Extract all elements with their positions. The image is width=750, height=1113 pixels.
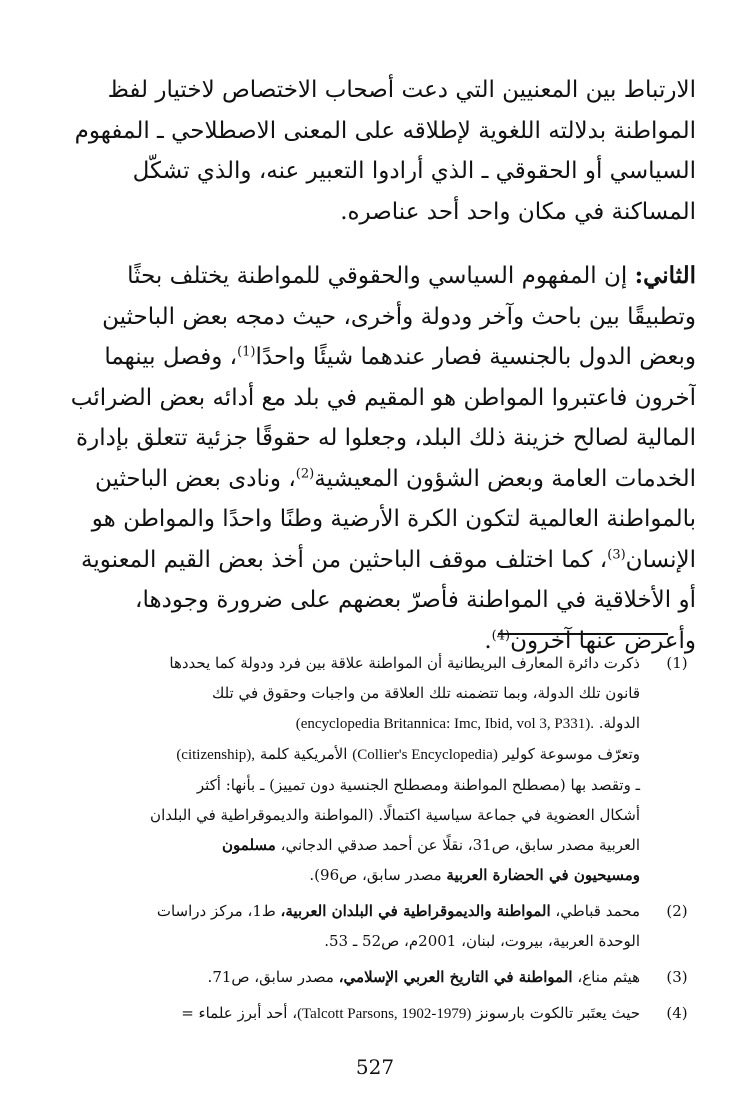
footnote-line [60, 896, 640, 926]
paragraph-continuation [60, 70, 696, 232]
footnote-body [60, 962, 640, 992]
footnote-ref: (2) [295, 465, 315, 481]
text-line [60, 459, 696, 500]
bold-title: المواطنة والديموقراطية في البلدان العربية، [280, 902, 551, 920]
text-run: مصدر سابق، ص71. [207, 968, 334, 986]
text-run: ط1، مركز دراسات [156, 902, 276, 920]
footnote-line: الوحدة العربية، بيروت، لبنان، 2001م، ص52 ـ 53. [324, 932, 640, 950]
footnote-body [60, 648, 640, 890]
bold-title: المواطنة في التاريخ العربي الإسلامي، [338, 968, 573, 986]
text-line: بالمواطنة العالمية لتكون الكرة الأرضية وطنًا واحدًا والمواطن هو [91, 506, 696, 532]
text-line: السياسي أو الحقوقي ـ الذي أرادوا التعبير عنه، والذي تشكّل [132, 158, 696, 184]
footnote-2 [60, 896, 696, 956]
footnote-number: (2) [666, 902, 688, 920]
citation-latin: (Collier's Encyclopedia) [352, 747, 498, 763]
bold-title: مسلمون [222, 836, 276, 854]
text-run: ، ونادى بعض الباحثين [95, 465, 296, 492]
footnote-line: قانون تلك الدولة، وبما تتضمنه تلك العلاقة من واجبات وحقوق في تلك [211, 684, 640, 702]
bold-title: ومسيحيون في الحضارة العربية [446, 866, 640, 884]
text-run: الإنسان [625, 546, 696, 573]
footnote-line: ـ وتقصد بها (مصطلح المواطنة ومصطلح الجنسية دون تمييز) ـ بأنها: أكثر [196, 776, 640, 794]
text-line: المساكنة في مكان واحد أحد عناصره. [340, 198, 696, 225]
footnote-ref: (3) [607, 546, 626, 562]
footnote-ref: (4) [491, 627, 511, 643]
citation-latin: (Talcott Parsons, 1902-1979) [297, 1006, 472, 1022]
text-run: مصدر سابق، ص96). [309, 866, 442, 884]
footnote-line [60, 739, 640, 770]
text-run: وبعض الدول بالجنسية فصار عندهما شيئًا واحدًا [255, 344, 696, 370]
text-run: الخدمات العامة وبعض الشؤون المعيشية [314, 465, 696, 492]
text-line: المواطنة بدلالته اللغوية لإطلاقه على المعنى الاصطلاحي ـ المفهوم [74, 117, 696, 144]
text-run: العربية مصدر سابق، ص31، نقلًا عن أحمد صدقي الدجاني، [280, 836, 640, 854]
text-run: حيث يعتَبر تالكوت بارسونز [476, 1004, 640, 1022]
footnote-number: (4) [666, 1004, 688, 1022]
text-run: محمد قباطي، [555, 902, 640, 920]
text-line [60, 256, 696, 297]
paragraph-second [60, 256, 696, 661]
text-line: أو الأخلاقية في المواطنة فأصرّ بعضهم على ضرورة وجودها، [135, 587, 696, 613]
footnote-number: (3) [666, 968, 688, 986]
footnote-line: أشكال العضوية في جماعة سياسية اكتمالًا. (المواطنة والديموقراطية في البلدان [150, 806, 640, 824]
footnote-line [60, 998, 640, 1029]
footnote-line: ذكرت دائرة المعارف البريطانية أن المواطنة علاقة بين فرد ودولة كما يحددها [169, 654, 640, 672]
text-run: إن المفهوم السياسي والحقوقي للمواطنة يختلف بحثًا [127, 263, 628, 289]
text-run: هيثم مناع، [577, 968, 640, 986]
footnote-line [60, 708, 640, 739]
text-line: وتطبيقًا بين باحث وآخر ودولة وأخرى، حيث دمجه بعض الباحثين [102, 303, 696, 330]
main-text [60, 70, 696, 661]
citation-latin: (citizenship), [176, 747, 256, 763]
footnote-3 [60, 962, 696, 992]
footnote-ref: (1) [237, 344, 256, 360]
text-line [60, 337, 696, 378]
footnote-line [60, 962, 640, 992]
text-run: ، كما اختلف موقف الباحثين من أخذ بعض القيم المعنوية [81, 546, 608, 573]
second-label: الثاني: [634, 262, 696, 289]
text-line: آخرون فاعتبروا المواطن هو المقيم في بلد مع أدائه بعض الضرائب [70, 384, 696, 411]
text-run: . [484, 627, 492, 654]
text-line: الارتباط بين المعنيين التي دعت أصحاب الاختصاص لاختيار لفظ [107, 77, 696, 103]
footnote-4 [60, 998, 696, 1029]
footnote-number: (1) [666, 654, 688, 672]
text-run: الدولة. [598, 714, 640, 732]
footnote-separator [498, 633, 668, 635]
footnote-body [60, 896, 640, 956]
text-line [60, 540, 696, 581]
footnote-line [60, 830, 640, 860]
footnote-line [60, 860, 640, 890]
text-run: وأعرض عنها آخرون [510, 627, 696, 654]
page-number: 527 [355, 1055, 395, 1079]
text-line: المالية لصالح خزينة ذلك البلد، وجعلوا له حقوقًا جزئية تتعلق بإدارة [76, 425, 696, 451]
footnotes [60, 648, 696, 1035]
citation-latin: (encyclopedia Britannica: Imc, Ibid, vol 3, P331). [295, 716, 594, 732]
footnote-1 [60, 648, 696, 890]
text-run: الأمريكية كلمة [259, 745, 348, 763]
text-run: ، أحد أبرز علماء = [181, 1004, 298, 1022]
footnote-body [60, 998, 640, 1029]
text-run: ، وفصل بينهما [104, 344, 238, 370]
text-run: وتعرّف موسوعة كولير [502, 745, 640, 763]
